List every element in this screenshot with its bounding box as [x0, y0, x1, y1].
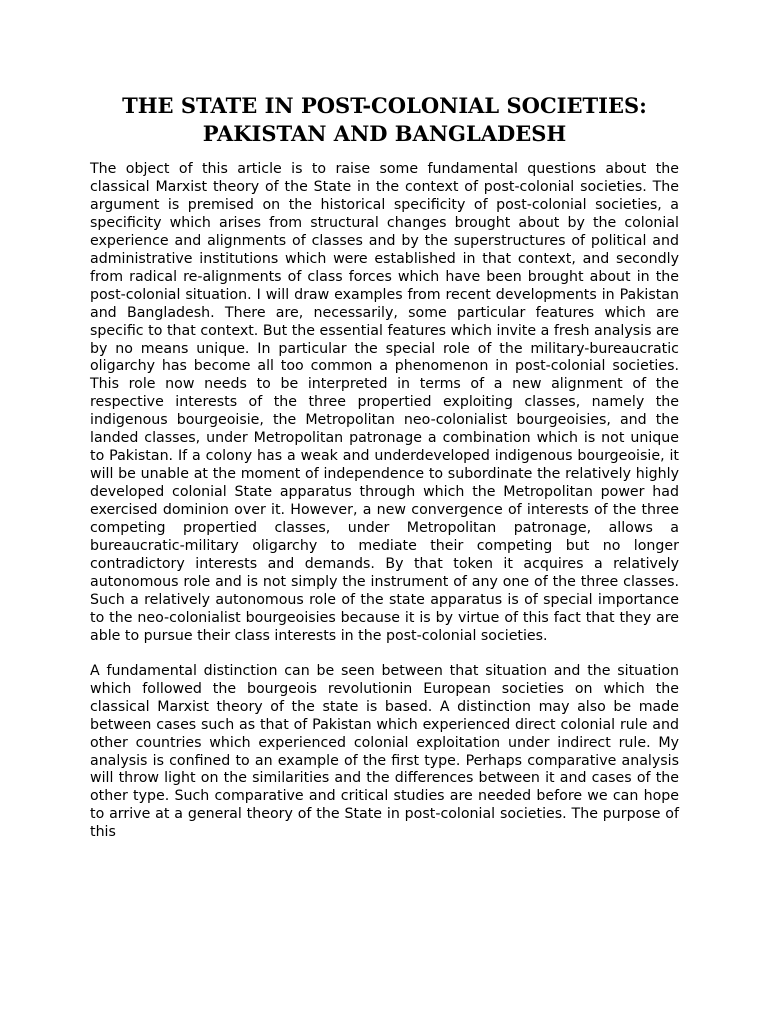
paragraph-2: A fundamental distinction can be seen between that situation and the situation which followed the bourgeois revolutionin European societies on which the classical Marxist theory of the state is based. A distinction may also be made between cases such as that of Pakistan which experienced direct colonial rule and other countries which experienced colonial exploitation under indirect rule. My analysis is confined to an example of the first type. Perhaps comparative analysis will throw light on the similarities and the differences between it and cases of the other type. Such comparative and critical studies are needed before we can hope to arrive at a general theory of the State in post-colonial societies. The purpose of this	[90, 662, 679, 841]
document-page	[90, 92, 679, 842]
paragraph-1: The object of this article is to raise some fundamental questions about the classical Marxist theory of the State in the context of post-colonial societies. The argument is premised on the historical specificity of post-colonial societies, a specificity which arises from structural changes brought about by the colonial experience and alignments of classes and by the superstructures of political and administrative institutions which were established in that context, and secondly from radical re-alignments of class forces which have been brought about in the post-colonial situation. I will draw examples from recent developments in Pakistan and Bangladesh. There are, necessarily, some particular features which are specific to that context. But the essential features which invite a fresh analysis are by no means unique. In particular the special role of the military-bureaucratic oligarchy has become all too common a phenomenon in post-colonial societies. This role now needs to be interpreted in terms of a new alignment of the respective interests of the three propertied exploiting classes, namely the indigenous bourgeoisie, the Metropolitan neo-colonialist bourgeoisies, and the landed classes, under Metropolitan patronage a combination which is not unique to Pakistan. If a colony has a weak and underdeveloped indigenous bourgeoisie, it will be unable at the moment of independence to subordinate the relatively highly developed colonial State apparatus through which the Metropolitan power had exercised dominion over it. However, a new convergence of interests of the three competing propertied classes, under Metropolitan patronage, allows a bureaucratic-military oligarchy to mediate their competing but no longer contradictory interests and demands. By that token it acquires a relatively autonomous role and is not simply the instrument of any one of the three classes. Such a relatively autonomous role of the state apparatus is of special importance to the neo-colonialist bourgeoisies because it is by virtue of this fact that they are able to pursue their class interests in the post-colonial societies.	[90, 161, 679, 644]
title-line-1: THE STATE IN POST-COLONIAL SOCIETIES:	[122, 93, 647, 118]
title-line-2: PAKISTAN AND BANGLADESH	[202, 121, 567, 146]
document-title	[90, 92, 679, 148]
